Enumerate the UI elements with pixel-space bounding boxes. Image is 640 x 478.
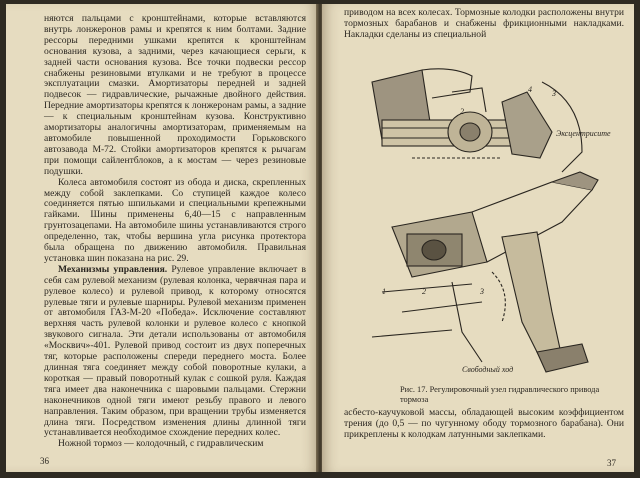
figure-drawing bbox=[372, 69, 598, 372]
figure-label-eccentric: Эксцентрисите bbox=[556, 129, 611, 138]
figure-label-3: 3 bbox=[552, 89, 556, 98]
paragraph-suspension: няются пальцами с кронштейнами, которые вставляются внутрь лонжеронов рамы и крепятся к ним болтами. Задние рессоры передними ушками крепятся к кронштейнам основания кузова, а задними, через качающиеся серьги, к задней части основания кузова. Все точки подвески рессор снабжены резиновыми втулками и не требуют в процессе эксплуатации смазки. Амортизаторы передней и задней подвесок — гидравлические, рычажные двойного действия. Передние амортизаторы крепятся к лонжеронам рамы, а задние — к специальным кронштейнам кузова. Конструктивно амортизаторы аналогичны амортизаторам, применяемым на автомобиле повышенной проходимости Горьковского автозавода М-72. Стойки амортизаторов крепятся к рычагам при помощи сайлентблоков, а к мостам — через резиновые подушки. bbox=[44, 13, 306, 177]
paragraph-brake: Ножной тормоз — колодочный, с гидравлическим bbox=[58, 438, 264, 450]
figure-brake-adjustment bbox=[352, 62, 624, 382]
left-page bbox=[6, 4, 318, 472]
page-number-right: 37 bbox=[607, 458, 616, 468]
right-page-bottom-text: асбесто-каучуковой массы, обладающей высоким коэффициентом трения (до 0,5 — по чугунному ободу тормозного барабана). Они прикреплены к колодкам латунными заклепками. bbox=[344, 407, 624, 440]
figure-caption: Рис. 17. Регулировочный узел гидравлического привода тормоза bbox=[400, 385, 600, 404]
figure-label-2: 2 bbox=[460, 107, 464, 116]
right-page bbox=[322, 4, 634, 472]
left-page-text bbox=[44, 14, 306, 450]
page-number-left: 36 bbox=[40, 456, 49, 466]
figure-label-2-lower: 2 bbox=[422, 287, 426, 296]
section-heading-steering: Механизмы управления. bbox=[58, 263, 168, 275]
figure-label-free-play: Свободный ход bbox=[462, 365, 514, 374]
paragraph-steering-body: Рулевое управление включает в себя сам рулевой механизм (рулевая колонка, червячная пара и рулевое колесо) и рулевой привод, к которому относятся рулевые тяги и рулевые шарниры. Рулевой механизм применен от автомобиля ГАЗ-М-20 «Победа». Исключение составляют верхняя часть рулевой колонки и рулевое колесо с кнопкой звукового сигнала. Эти детали использованы от автомобиля «Москвич»-401. Рулевой привод состоит из двух поперечных тяг, которые расположены спереди переднего моста. Более длинная тяга соединяет между собой поворотные кулаки, а короткая — правый поворотный кулак с сошкой руля. Каждая тяга имеет два наконечника с шаровыми пальцами. Стержни наконечников одной тяги имеют резьбу правого и левого направления. Таким образом, при вращении трубы изменяется длина тяги. Посредством изменения длины длинной тяги устанавливается необходимое схождение передних колес. bbox=[44, 263, 306, 439]
figure-label-4: 4 bbox=[528, 85, 532, 94]
paragraph-steering bbox=[44, 265, 306, 440]
paragraph-wheels: Колеса автомобиля состоят из обода и диска, скрепленных между собой заклепками. Со ступицей каждое колесо соединяется пятью шпильками и специальными крепежными гайками. Шины применены 6,40—15 с направленным грунтозацепами. На автомобиле шины устанавливаются строго определенно, так, чтобы вершина угла рисунка протектора была обращена по движению автомобиля. Правильная установка шин показана на рис. 29. bbox=[44, 176, 306, 264]
right-page-top-text: приводом на всех колесах. Тормозные колодки расположены внутри тормозных барабанов и снабжены фрикционными накладками. Накладки сделаны из специальной bbox=[344, 7, 624, 40]
figure-label-3-lower: 3 bbox=[480, 287, 484, 296]
figure-label-1: 1 bbox=[382, 287, 386, 296]
